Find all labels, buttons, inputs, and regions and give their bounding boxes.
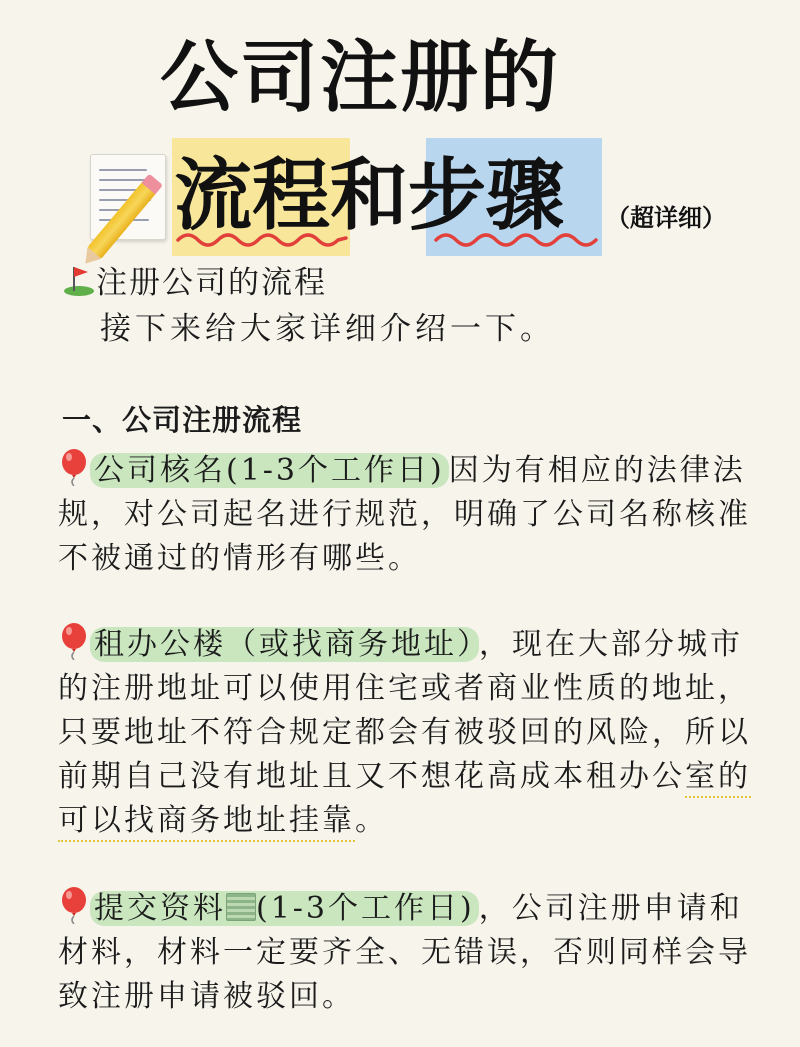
title-part-c: 步骤 [408,151,565,241]
balloon-icon [58,622,90,660]
red-wave-underline [176,230,348,250]
highlight-name-check: 公司核名(1-3个工作日) [90,453,449,488]
highlight-submit-days: (1-3个工作日) [256,891,475,926]
paragraph-2-end: 。 [355,803,388,838]
balloon-icon [58,448,90,486]
intro-line-1 [62,263,327,303]
title-line-1: 公司注册的 [160,33,561,123]
paragraph-2-text: ，现在大部分城市的注册地址可以使用住宅或者商业性质的地址，只要地址不符合规定都会有被驳回的风险，所以前期自己没有地址且又不想花高成本租办公 [58,627,751,794]
highlight-office: 租办公楼（或找商务地址） [90,627,479,662]
title-part-b: 和 [330,151,409,241]
paragraph-2 [58,622,770,843]
title-line-2 [90,138,790,258]
document-icon [226,893,256,921]
title-part-a: 流程 [174,151,331,241]
balloon-icon [58,886,90,924]
section-heading: 一、公司注册流程 [62,403,303,437]
paragraph-1-text: 因为有相应的法律法规，对公司起名进行规范，明确了公司名称核准不被通过的情形有哪些。 [58,453,751,576]
intro-text-1: 注册公司的流程 [96,265,327,301]
intro-line-2: 接下来给大家详细介绍一下。 [100,311,555,347]
paragraph-3-text: ，公司注册申请和材料，材料一定要齐全、无错误，否则同样会导致注册申请被驳回。 [58,891,751,1014]
golf-flag-icon [62,263,96,297]
paragraph-1 [58,448,770,581]
title-subtitle: （超详细） [606,204,726,232]
dotted-underline-text: 室的可以找商务地址挂靠 [58,759,751,842]
paragraph-3 [58,886,770,1019]
red-wave-underline [434,230,602,250]
highlight-submit [90,891,479,926]
memo-pencil-icon [90,154,166,240]
highlight-submit-text: 提交资料 [94,891,226,926]
